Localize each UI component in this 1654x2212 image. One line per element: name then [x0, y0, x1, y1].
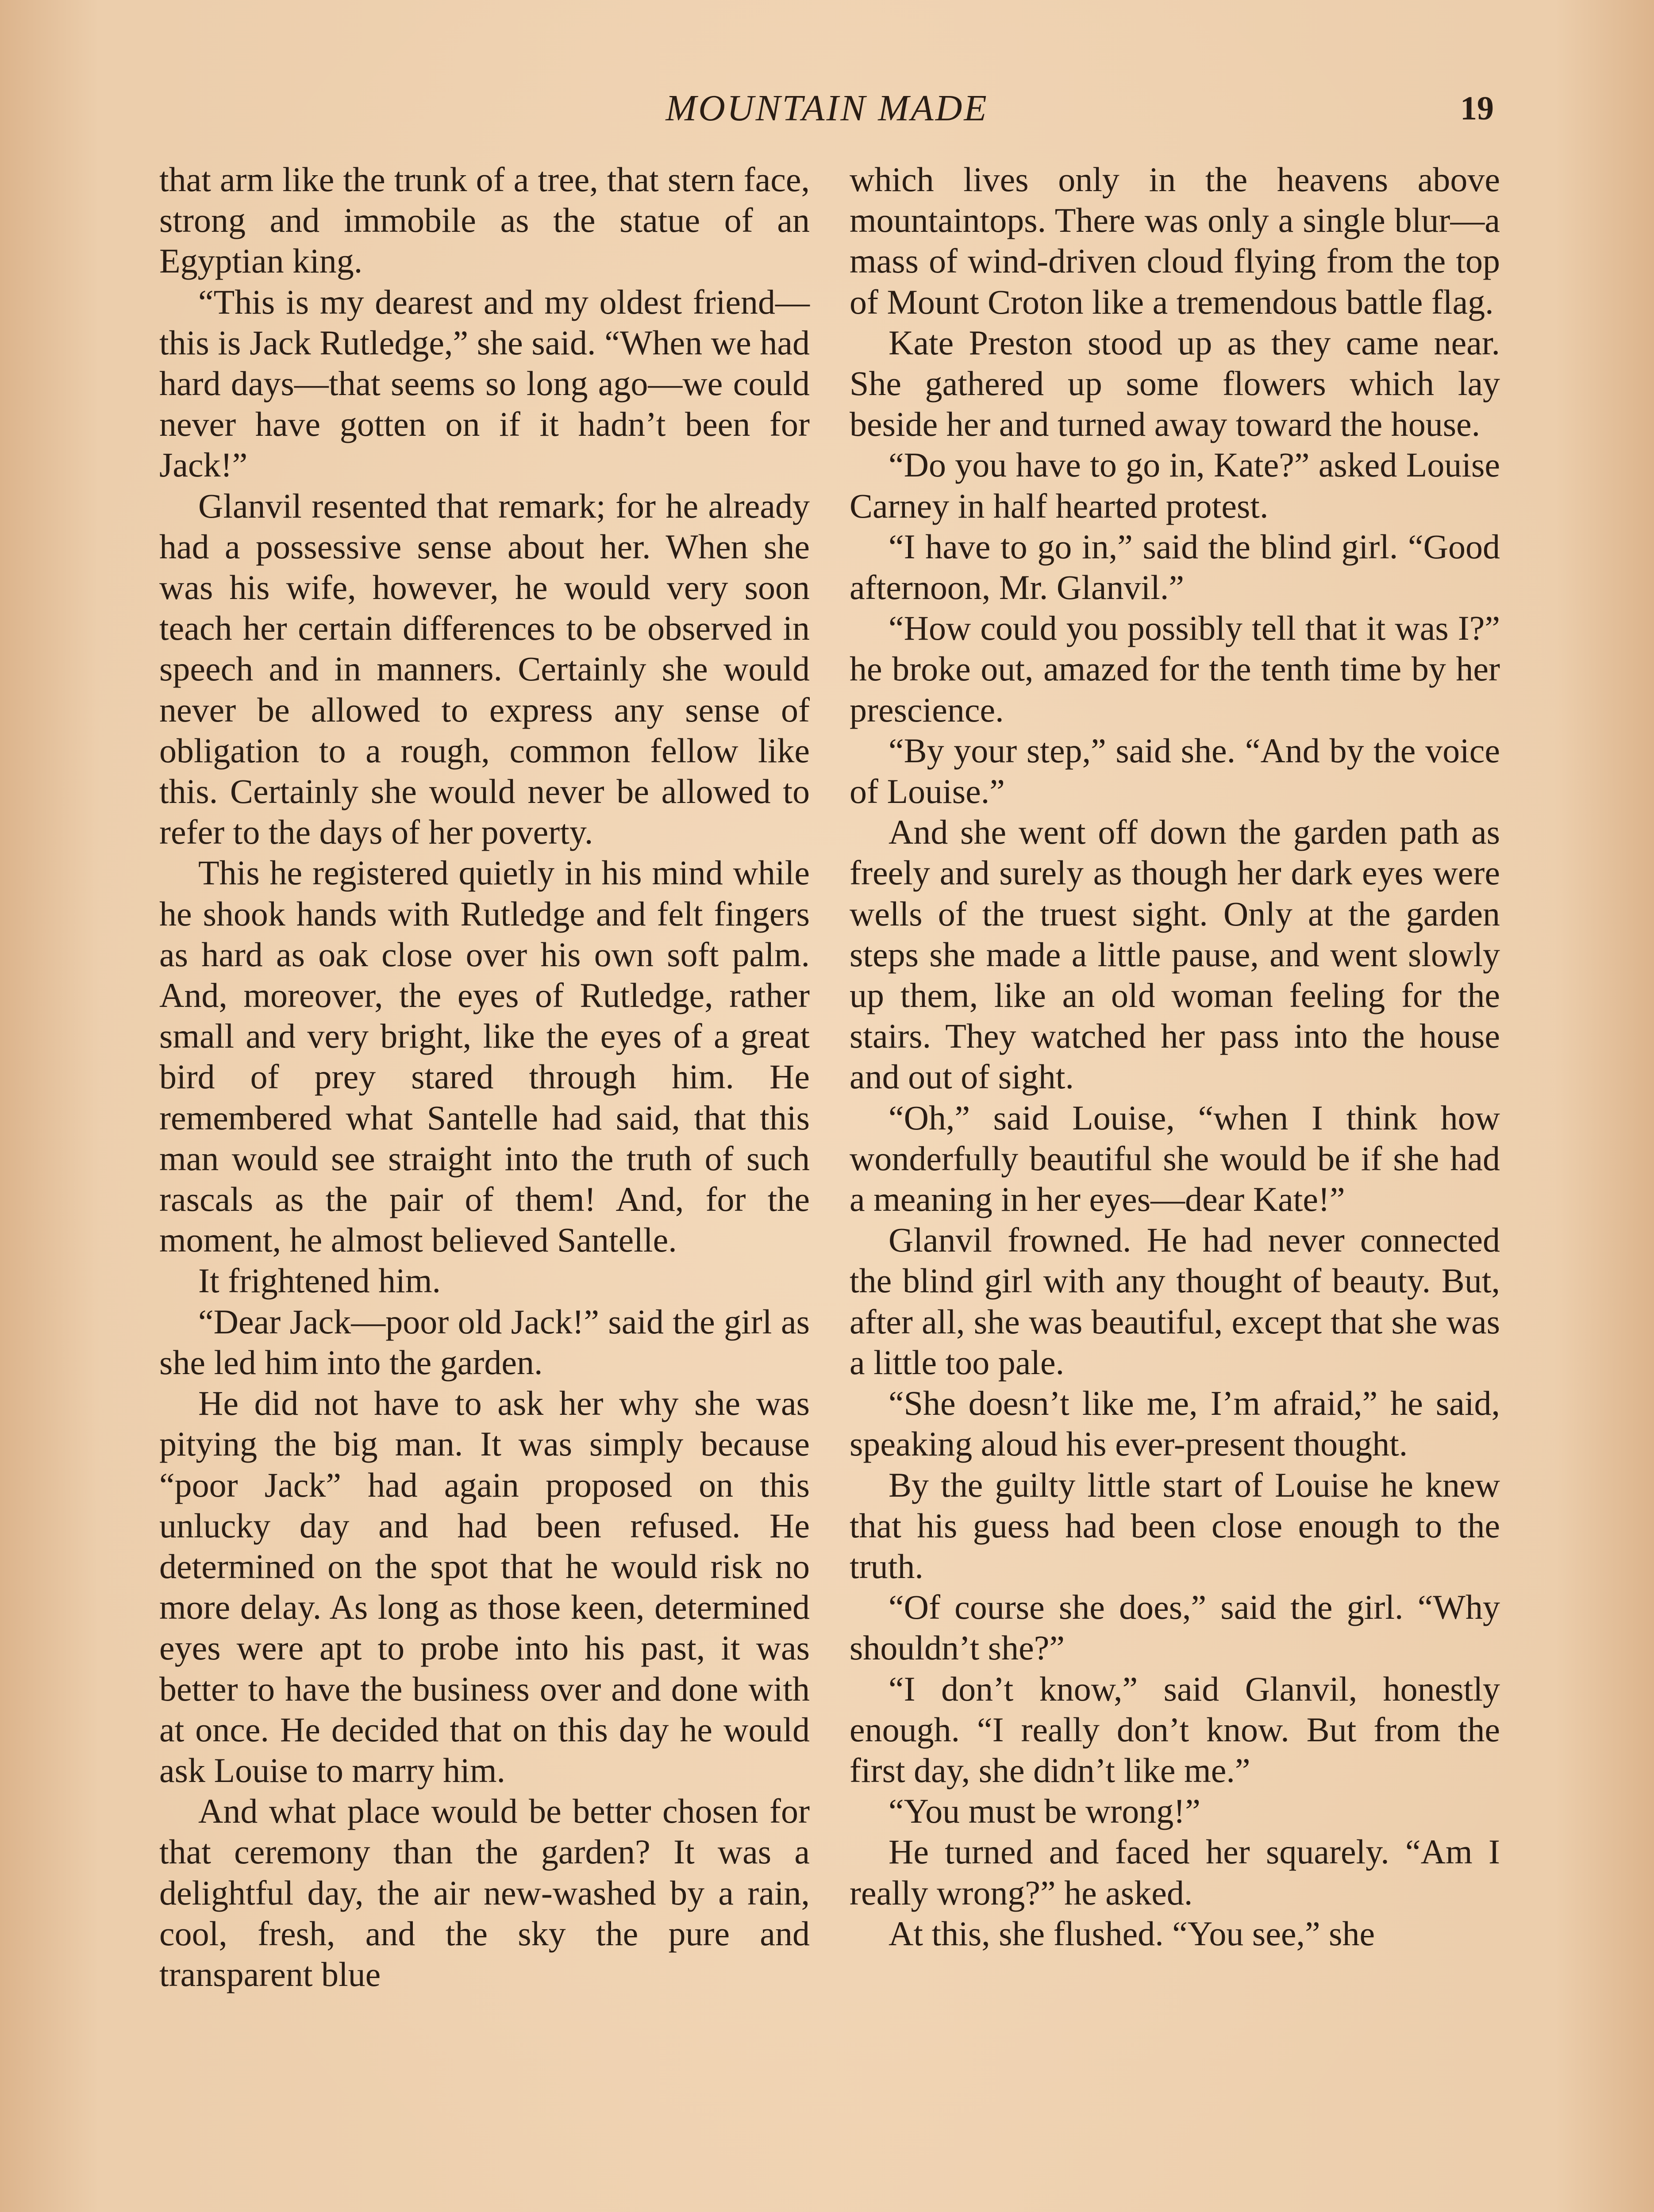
paragraph: Kate Preston stood up as they came near. She gathered up some flowers which lay beside her and turned away toward the house.	[850, 323, 1500, 444]
paragraph: “By your step,” said she. “And by the voice of Louise.”	[850, 731, 1500, 811]
paragraph: “Oh,” said Louise, “when I think how wonderfully beautiful she would be if she had a meaning in her eyes—dear Kate!”	[850, 1098, 1500, 1219]
paragraph: which lives only in the heavens above mountaintops. There was only a single blur—a mass of wind-driven cloud flying from the top of Mount Croton like a tremendous battle flag.	[850, 160, 1500, 321]
page-number: 19	[1460, 90, 1494, 127]
paragraph: “Dear Jack—poor old Jack!” said the girl as she led him into the garden.	[159, 1302, 810, 1382]
paragraph: “I don’t know,” said Glanvil, honestly enough. “I really don’t know. But from the first day, she didn’t like me.”	[850, 1669, 1500, 1790]
paragraph: This he registered quietly in his mind while he shook hands with Rutledge and felt fingers as hard as oak close over his own soft palm. And, moreover, the eyes of Rutledge, rather small and very bright, like the eyes of a great bird of prey stared through him. He remembered what Santelle had said, that this man would see straight into the truth of such rascals as the pair of them! And, for the moment, he almost believed Santelle.	[159, 853, 810, 1260]
paragraph: It frightened him.	[198, 1261, 441, 1300]
paragraph: “I have to go in,” said the blind girl. “Good afternoon, Mr. Glanvil.”	[850, 527, 1500, 607]
paragraph: Glanvil resented that remark; for he already had a possessive sense about her. When she was his wife, however, he would very soon teach her certain differences to be observed in speech and in manners. Certainly she would never be allowed to express any sense of obligation to a rough, common fellow like this. Certainly she would never be allowed to refer to the days of her poverty.	[159, 486, 810, 852]
paragraph: He did not have to ask her why she was pitying the big man. It was simply because “poor Jack” had again proposed on this unlucky day and had been refused. He determined on the spot that he would risk no more delay. As long as those keen, determined eyes were apt to probe into his past, it was better to have the business over and done with at once. He decided that on this day he would ask Louise to marry him.	[159, 1384, 810, 1790]
running-title: MOUNTAIN MADE	[665, 88, 989, 129]
page-header	[0, 84, 1654, 133]
paragraph: “You must be wrong!”	[889, 1792, 1200, 1831]
paragraph: At this, she flushed. “You see,” she	[889, 1914, 1375, 1953]
paragraph: He turned and faced her squarely. “Am I really wrong?” he asked.	[850, 1832, 1500, 1912]
paragraph: “She doesn’t like me, I’m afraid,” he said, speaking aloud his ever-present thought.	[850, 1384, 1500, 1463]
left-column	[159, 159, 810, 1995]
paragraph: that arm like the trunk of a tree, that stern face, strong and immobile as the statue of an Egyptian king.	[159, 160, 810, 280]
paragraph: “This is my dearest and my oldest friend—this is Jack Rutledge,” she said. “When we had hard days—that seems so long ago—we could never have gotten on if it hadn’t been for Jack!”	[159, 282, 810, 484]
paragraph: And what place would be better chosen for that ceremony than the garden? It was a delightful day, the air new-washed by a rain, cool, fresh, and the sky the pure and transparent blue	[159, 1792, 810, 1993]
right-column	[850, 159, 1500, 1954]
paragraph: “How could you possibly tell that it was I?” he broke out, amazed for the tenth time by her prescience.	[850, 609, 1500, 729]
paragraph: And she went off down the garden path as freely and surely as though her dark eyes were wells of the truest sight. Only at the garden steps she made a little pause, and went slowly up them, like an old woman feeling for the stairs. They watched her pass into the house and out of sight.	[850, 813, 1500, 1096]
paragraph: Glanvil frowned. He had never connected the blind girl with any thought of beauty. But, after all, she was beautiful, except that she was a little too pale.	[850, 1221, 1500, 1382]
paragraph: “Of course she does,” said the girl. “Why shouldn’t she?”	[850, 1588, 1500, 1667]
paragraph: “Do you have to go in, Kate?” asked Louise Carney in half hearted protest.	[850, 445, 1500, 525]
paragraph: By the guilty little start of Louise he knew that his guess had been close enough to the truth.	[850, 1465, 1500, 1586]
